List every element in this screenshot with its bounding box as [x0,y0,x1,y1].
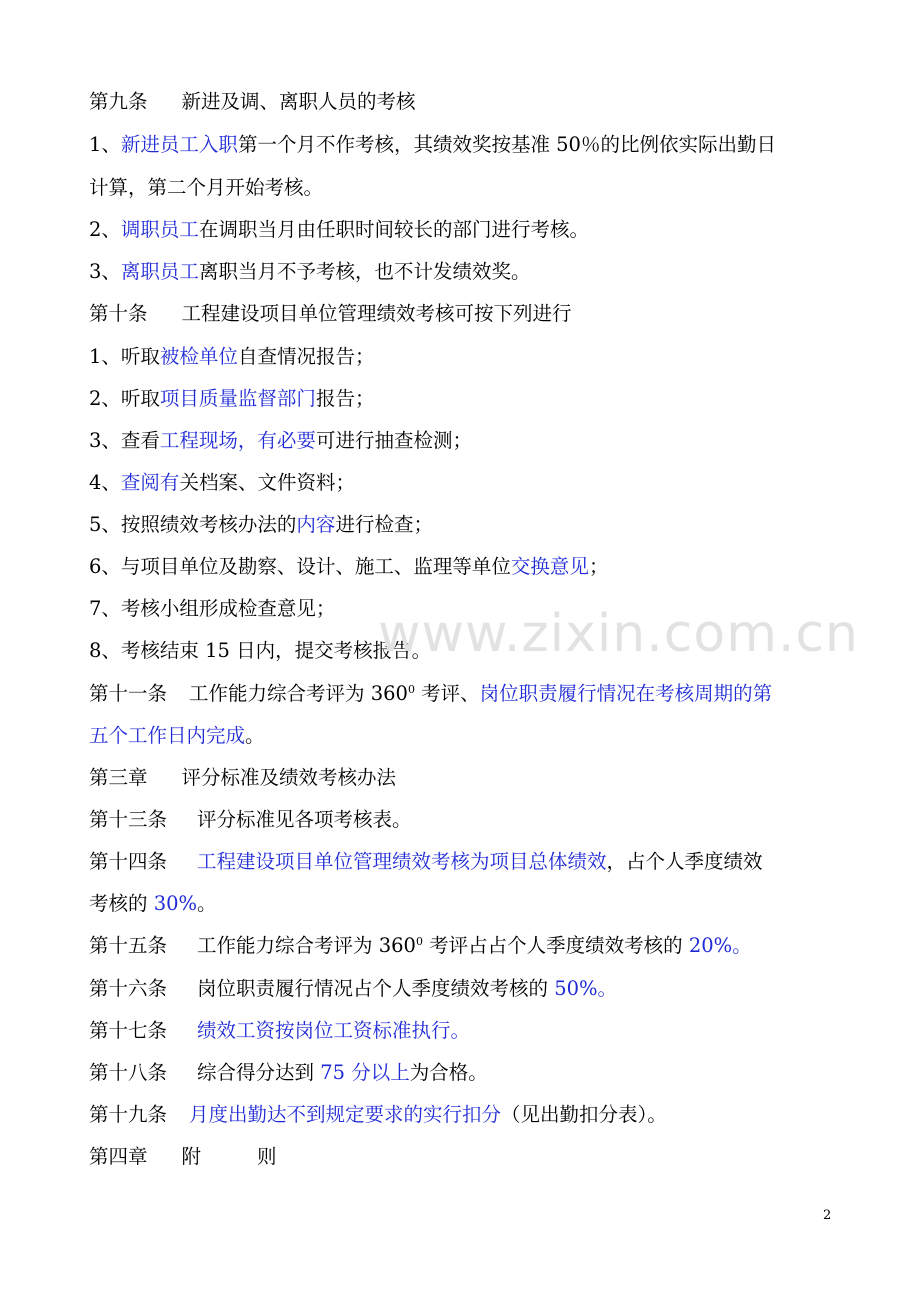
article-9-heading: 第九条 新进及调、离职人员的考核 [89,90,416,113]
article-10-item-8: 8、考核结束 15 日内，提交考核报告。 [89,639,432,662]
article-10-item-1: 1、听取被检单位自查情况报告； [89,345,375,368]
article-11-cont: 五个工作日内完成。 [89,724,265,747]
chapter-3-heading: 第三章 评分标准及绩效考核办法 [89,766,397,789]
article-10-item-5: 5、按照绩效考核办法的内容进行检查； [89,513,433,536]
chapter-4-heading: 第四章 附 则 [89,1145,277,1168]
article-10-item-3: 3、查看工程现场，有必要可进行抽查检测； [89,429,472,452]
watermark: www.zixin.com.cn [378,604,859,664]
article-10-heading: 第十条 工程建设项目单位管理绩效考核可按下列进行 [89,302,572,325]
article-15: 第十五条 工作能力综合考评为 $360^0$ 考评占占个人季度绩效考核的 20%。 [89,934,752,957]
article-10-item-7: 7、考核小组形成检查意见； [89,597,336,620]
article-9-item-3: 3、离职员工离职当月不予考核，也不计发绩效奖。 [89,260,531,283]
article-14: 第十四条 工程建设项目单位管理绩效考核为项目总体绩效，占个人季度绩效 [89,850,763,873]
article-16: 第十六条 岗位职责履行情况占个人季度绩效考核的 50%。 [89,977,618,1000]
page-number: 2 [823,1208,832,1223]
article-13: 第十三条 评分标准见各项考核表。 [89,808,412,831]
article-10-item-2: 2、听取项目质量监督部门报告； [89,387,375,410]
article-11: 第十一条 工作能力综合考评为 $360^0$ 考评、岗位职责履行情况在考核周期的第 [89,682,773,705]
article-14-cont: 考核的 30%。 [89,892,217,915]
article-10-item-6: 6、与项目单位及勘察、设计、施工、监理等单位交换意见； [89,555,609,578]
article-17: 第十七条 绩效工资按岗位工资标准执行。 [89,1019,471,1042]
article-19: 第十九条 月度出勤达不到规定要求的实行扣分（见出勤扣分表）。 [89,1103,667,1126]
article-18: 第十八条 综合得分达到 75 分以上为合格。 [89,1061,488,1084]
article-9-item-1-cont: 计算，第二个月开始考核。 [89,176,324,199]
article-9-item-1: 1、新进员工入职第一个月不作考核，其绩效奖按基准 50％的比例依实际出勤日 [89,133,776,156]
article-10-item-4: 4、查阅有关档案、文件资料； [89,471,355,494]
article-9-item-2: 2、调职员工在调职当月由任职时间较长的部门进行考核。 [89,218,589,241]
